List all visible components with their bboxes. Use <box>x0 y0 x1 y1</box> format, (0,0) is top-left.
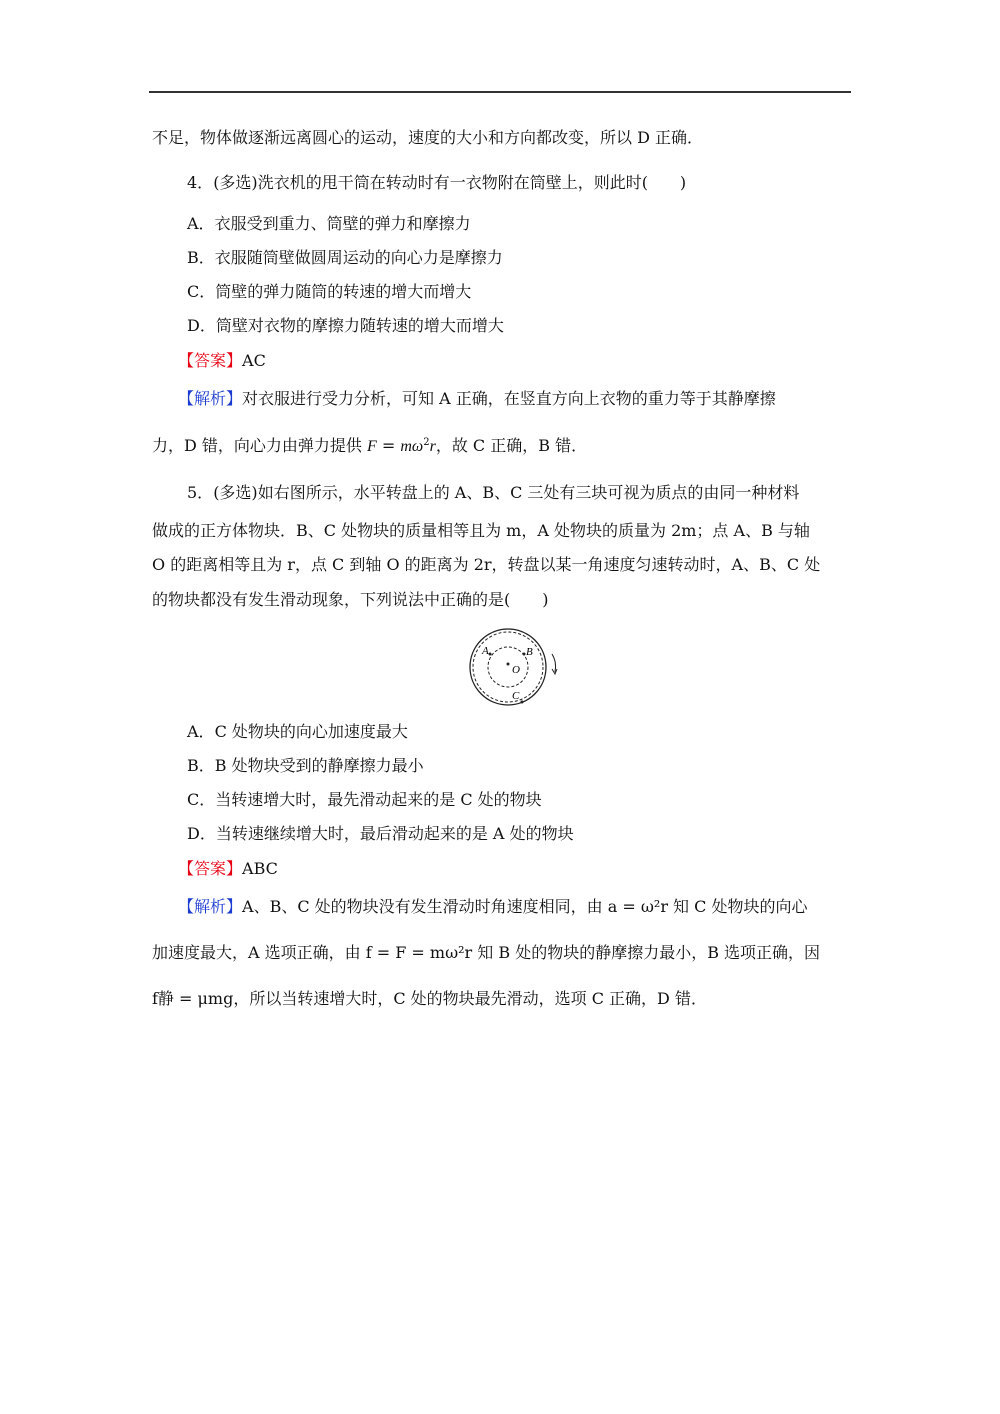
option-label: A． <box>187 722 215 741</box>
answer-value: AC <box>242 351 266 370</box>
label-a: A <box>482 645 489 657</box>
q5-tag: (多选) <box>213 483 258 502</box>
q5-number: 5． <box>187 483 214 502</box>
option-label: A． <box>187 214 215 233</box>
label-c: C <box>512 690 520 702</box>
label-b: B <box>526 646 533 658</box>
answer-value: ABC <box>242 859 278 878</box>
option-text: 衣服随筒壁做圆周运动的向心力是摩擦力 <box>214 248 503 267</box>
q5-option-d <box>187 824 574 844</box>
continuation-text: 不足，物体做逐渐远离圆心的运动，速度的大小和方向都改变，所以 D 正确． <box>152 128 704 147</box>
q5-answer <box>178 859 278 879</box>
explanation-tag: 【解析】 <box>178 897 243 916</box>
q5-stem-line2: 做成的正方体物块．B、C 处物块的质量相等且为 m，A 处物块的质量为 2m；点 A、B 与轴 <box>152 521 810 540</box>
option-text: 当转速增大时，最先滑动起来的是 C 处的物块 <box>215 790 542 809</box>
q4-tag: (多选) <box>213 173 258 192</box>
q5-stem-line1 <box>187 483 799 503</box>
option-label: D． <box>187 824 216 843</box>
label-o: O <box>512 664 520 676</box>
header-rule <box>149 91 851 93</box>
q4-number: 4． <box>187 173 214 192</box>
option-label: D． <box>187 316 216 335</box>
option-label: B． <box>187 248 215 267</box>
option-text: 当转速继续增大时，最后滑动起来的是 A 处的物块 <box>215 824 574 843</box>
q5-stem-line3: O 的距离相等且为 r，点 C 到轴 O 的距离为 2r，转盘以某一角速度匀速转动时，A、B、C 处 <box>152 555 821 574</box>
explanation-text: 力，D 错，向心力由弹力提供 <box>152 436 368 455</box>
q4-explanation-line2 <box>152 436 587 457</box>
option-text: 衣服受到重力、筒壁的弹力和摩擦力 <box>214 214 471 233</box>
option-text: 筒壁的弹力随筒的转速的增大而增大 <box>215 282 472 301</box>
formula-sup: 2 <box>423 437 430 448</box>
q5-option-c <box>187 790 542 810</box>
q4-option-d <box>187 316 504 336</box>
q5-explanation-line2: 加速度最大，A 选项正确，由 f = F = mω²r 知 B 处的物块的静摩擦力最小，B 选项正确，因 <box>152 943 821 962</box>
explanation-tag: 【解析】 <box>178 389 243 408</box>
q4-option-a <box>187 214 471 234</box>
q4-option-c <box>187 282 471 302</box>
formula-var: mω <box>400 438 424 455</box>
q5-option-a <box>187 722 408 742</box>
explanation-text: A、B、C 处的物块没有发生滑动时角速度相同，由 a = ω²r 知 C 处物块的向心 <box>242 897 808 916</box>
q4-explanation-line1 <box>178 389 776 409</box>
q5-explanation-line3: f静 = μmg，所以当转速增大时，C 处的物块最先滑动，选项 C 正确，D 错． <box>152 989 707 1008</box>
formula-var: F <box>367 438 377 455</box>
q5-option-b <box>187 756 424 776</box>
option-text: C 处物块的向心加速度最大 <box>214 722 408 741</box>
turntable-diagram <box>466 624 576 710</box>
q5-stem-line4: 的物块都没有发生滑动现象，下列说法中正确的是( ) <box>152 590 549 609</box>
answer-tag: 【答案】 <box>178 351 243 370</box>
q5-explanation-line1 <box>178 897 807 917</box>
formula-eq: = <box>376 436 401 455</box>
option-label: C． <box>187 790 216 809</box>
q4-option-b <box>187 248 503 268</box>
q5-stem-text: 如右图所示，水平转盘上的 A、B、C 三处有三块可视为质点的由同一种材料 <box>257 483 800 502</box>
explanation-text: ，故 C 正确，B 错． <box>435 436 588 455</box>
q4-answer <box>178 351 266 371</box>
option-label: B． <box>187 756 215 775</box>
formula-var: r <box>429 438 436 455</box>
option-text: 筒壁对衣物的摩擦力随转速的增大而增大 <box>215 316 504 335</box>
q4-stem <box>187 173 686 193</box>
turntable-figure <box>466 624 576 710</box>
answer-tag: 【答案】 <box>178 859 243 878</box>
q4-stem-text: 洗衣机的甩干筒在转动时有一衣物附在筒壁上，则此时( ) <box>257 173 687 192</box>
explanation-text: 对衣服进行受力分析，可知 A 正确，在竖直方向上衣物的重力等于其静摩擦 <box>242 389 776 408</box>
option-text: B 处物块受到的静摩擦力最小 <box>214 756 424 775</box>
option-label: C． <box>187 282 216 301</box>
